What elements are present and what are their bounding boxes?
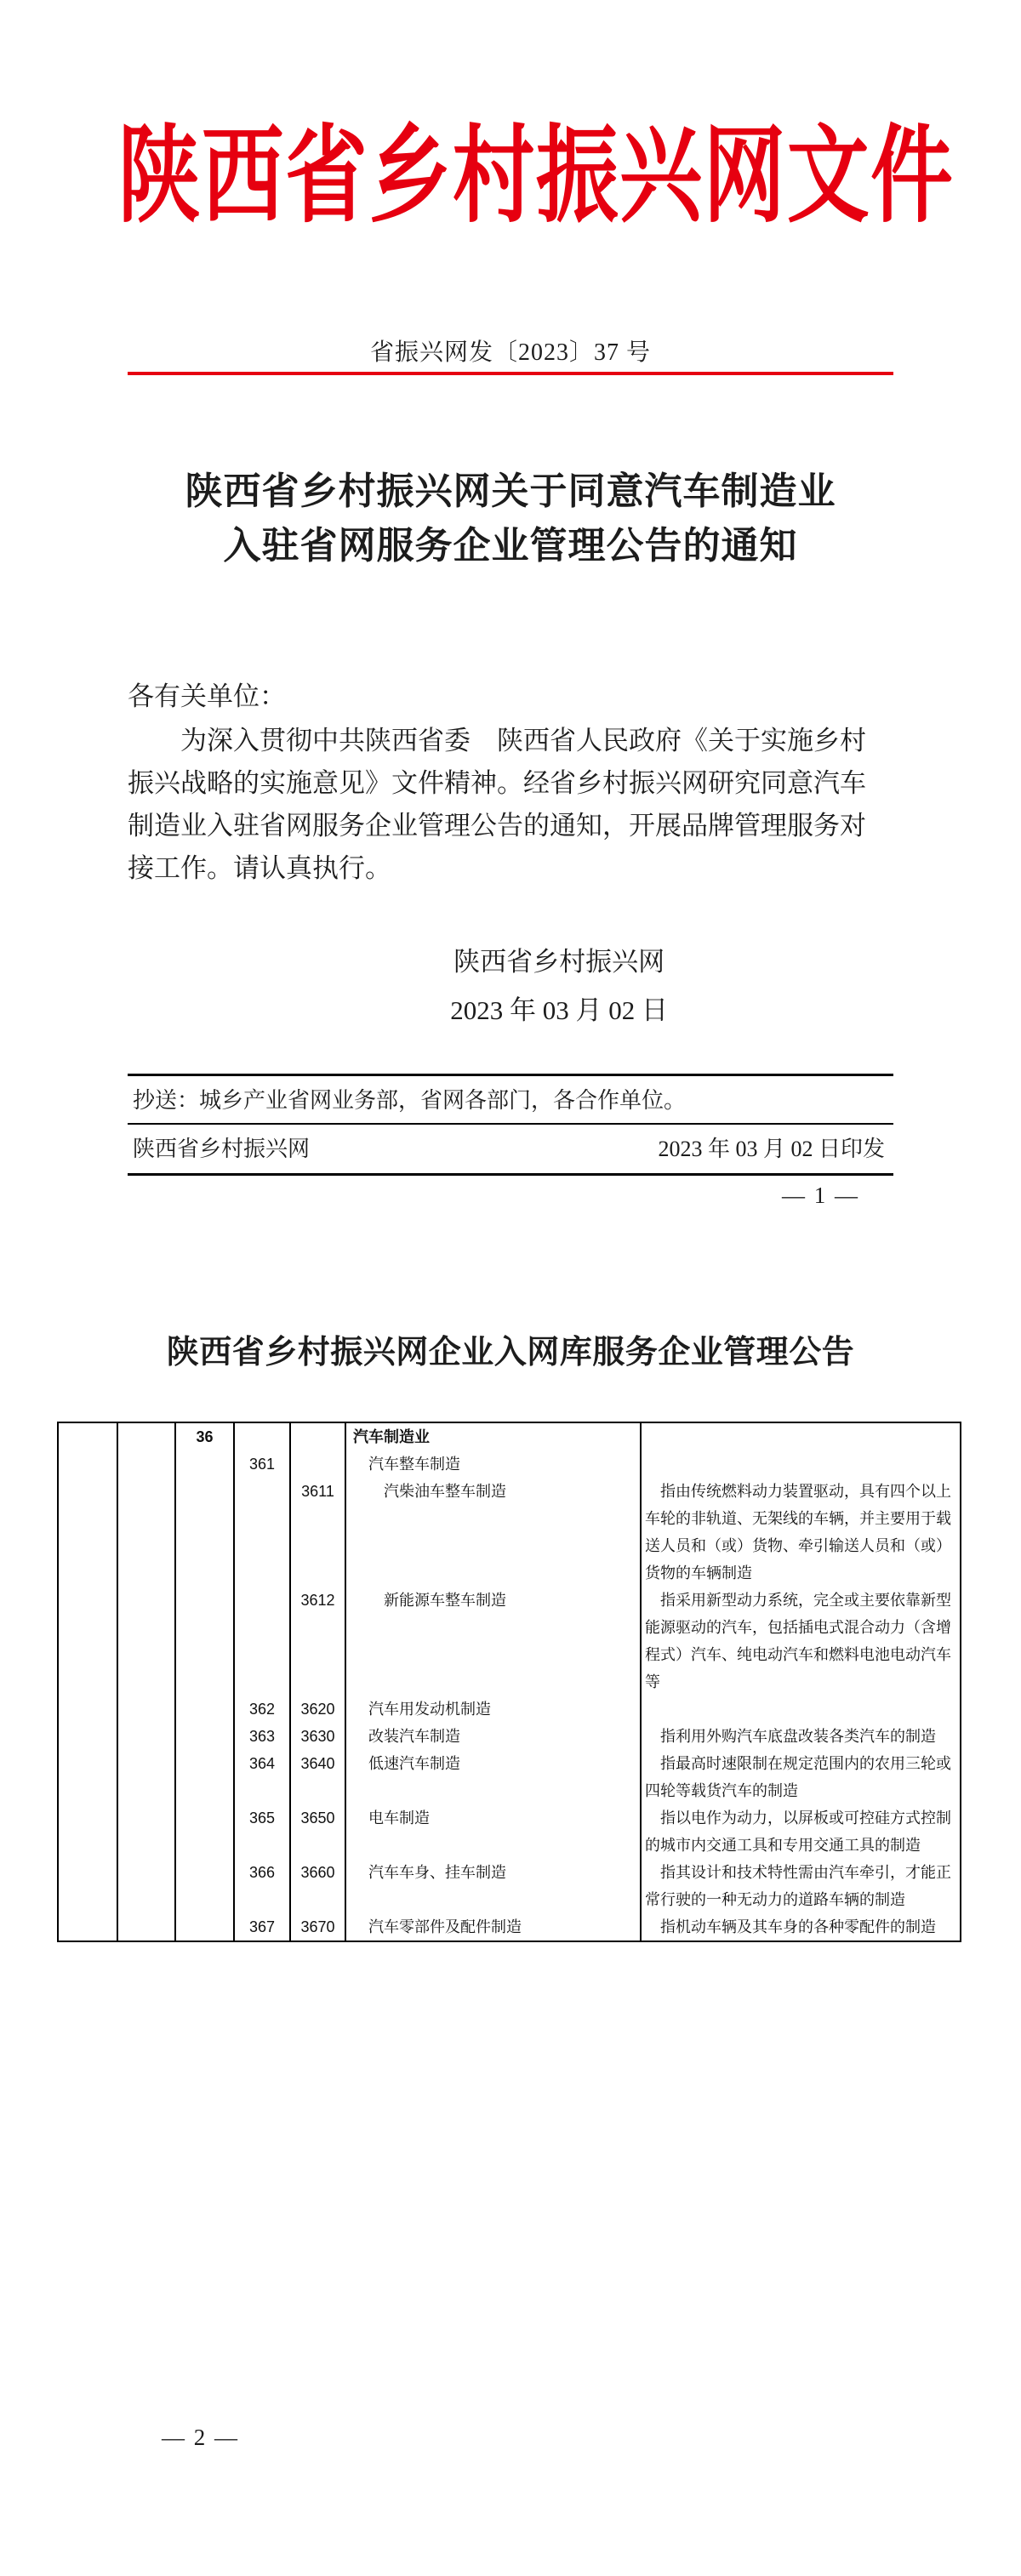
table-cell: [289, 1423, 345, 1450]
table-row: [59, 1750, 960, 1777]
table-row: [59, 1668, 960, 1695]
body-line: 为深入贯彻中共陕西省委 陕西省人民政府《关于实施乡村: [180, 726, 866, 755]
table-cell: 汽车车身、挂车制造: [345, 1859, 640, 1886]
document-title-line2: 入驻省网服务企业管理公告的通知: [223, 525, 798, 567]
table-row: [59, 1723, 960, 1750]
table-cell: [174, 1532, 233, 1559]
table-cell: [117, 1587, 174, 1614]
table-cell: [233, 1559, 289, 1587]
issuer-row: [128, 1125, 893, 1176]
table-cell: 指由传统燃料动力装置驱动，具有四个以上: [640, 1478, 960, 1505]
table-row: [59, 1777, 960, 1804]
table-cell: [59, 1641, 117, 1668]
table-cell: 3612: [289, 1587, 345, 1614]
table-cell: 36: [174, 1423, 233, 1450]
table-cell: 3650: [289, 1804, 345, 1832]
table-row: [59, 1478, 960, 1505]
table-cell: [117, 1614, 174, 1641]
signature-date: 2023 年 03 月 02 日: [450, 995, 668, 1025]
table-cell: 362: [233, 1695, 289, 1723]
table-cell: [289, 1832, 345, 1859]
table-cell: [117, 1804, 174, 1832]
table-cell: [174, 1641, 233, 1668]
table-cell: [233, 1832, 289, 1859]
cc-footer-block: [128, 1074, 893, 1176]
page-number-1: — 1 —: [782, 1183, 859, 1208]
table-cell: 汽车制造业: [345, 1423, 640, 1450]
table-cell: [233, 1668, 289, 1695]
announcement-title: 陕西省乡村振兴网企业入网库服务企业管理公告: [166, 1335, 855, 1371]
table-cell: [117, 1723, 174, 1750]
table-cell: [345, 1532, 640, 1559]
table-cell: [289, 1777, 345, 1804]
table-cell: [174, 1886, 233, 1913]
table-cell: 常行驶的一种无动力的道路车辆的制造: [640, 1886, 960, 1913]
table-cell: [289, 1886, 345, 1913]
table-cell: 程式）汽车、纯电动汽车和燃料电池电动汽车: [640, 1641, 960, 1668]
table-cell: [174, 1913, 233, 1941]
table-cell: 361: [233, 1450, 289, 1478]
table-cell: 新能源车整车制造: [345, 1587, 640, 1614]
signature-inner: [450, 938, 668, 1034]
table-cell: 指利用外购汽车底盘改装各类汽车的制造: [640, 1723, 960, 1750]
table-cell: 货物的车辆制造: [640, 1559, 960, 1587]
table-cell: 3620: [289, 1695, 345, 1723]
table-cell: 汽车整车制造: [345, 1450, 640, 1478]
body-paragraph: [128, 720, 898, 890]
table-cell: 365: [233, 1804, 289, 1832]
table-cell: [233, 1777, 289, 1804]
table-cell: [289, 1559, 345, 1587]
table-cell: [345, 1641, 640, 1668]
table-cell: [640, 1695, 960, 1723]
table-cell: [233, 1478, 289, 1505]
table-cell: [59, 1478, 117, 1505]
table-row: [59, 1423, 960, 1450]
table-cell: [59, 1695, 117, 1723]
table-cell: 能源驱动的汽车，包括插电式混合动力（含增: [640, 1614, 960, 1641]
table-cell: [59, 1777, 117, 1804]
table-cell: [345, 1505, 640, 1532]
table-cell: 的城市内交通工具和专用交通工具的制造: [640, 1832, 960, 1859]
table-cell: 367: [233, 1913, 289, 1941]
table-cell: [59, 1832, 117, 1859]
table-cell: [289, 1641, 345, 1668]
table-cell: [117, 1478, 174, 1505]
table-cell: [289, 1532, 345, 1559]
table-cell: [59, 1614, 117, 1641]
table-cell: 366: [233, 1859, 289, 1886]
table-cell: [345, 1886, 640, 1913]
table-row: [59, 1804, 960, 1832]
red-divider-rule: [128, 372, 893, 375]
table-cell: [59, 1804, 117, 1832]
letterhead-text: 陕西省乡村振兴网文件: [117, 118, 955, 235]
table-cell: [59, 1532, 117, 1559]
table-row: [59, 1913, 960, 1941]
table-cell: [289, 1614, 345, 1641]
body-line: 制造业入驻省网服务企业管理公告的通知，开展品牌管理服务对: [128, 811, 866, 841]
table-cell: [117, 1886, 174, 1913]
table-cell: [59, 1668, 117, 1695]
table-cell: [345, 1614, 640, 1641]
table-cell: [233, 1532, 289, 1559]
table-cell: [59, 1450, 117, 1478]
table-row: [59, 1614, 960, 1641]
table-cell: [59, 1559, 117, 1587]
table-cell: 车轮的非轨道、无架线的车辆，并主要用于载: [640, 1505, 960, 1532]
table-cell: [117, 1832, 174, 1859]
signature-block: [128, 938, 893, 1034]
classification-table: [57, 1422, 961, 1942]
table-cell: [174, 1859, 233, 1886]
table-cell: [59, 1723, 117, 1750]
document-title-line1: 陕西省乡村振兴网关于同意汽车制造业: [185, 470, 836, 512]
table-cell: 3630: [289, 1723, 345, 1750]
table-row: [59, 1532, 960, 1559]
table-cell: [117, 1423, 174, 1450]
table-cell: [59, 1505, 117, 1532]
table-cell: [117, 1695, 174, 1723]
table-cell: [174, 1750, 233, 1777]
table-cell: [59, 1750, 117, 1777]
body-line: 接工作。请认真执行。: [128, 853, 391, 883]
table-cell: [233, 1641, 289, 1668]
table-cell: [640, 1423, 960, 1450]
table-cell: [174, 1450, 233, 1478]
table-cell: 指采用新型动力系统，完全或主要依靠新型: [640, 1587, 960, 1614]
table-cell: [640, 1450, 960, 1478]
table-row: [59, 1886, 960, 1913]
table-row: [59, 1559, 960, 1587]
table-cell: 四轮等载货汽车的制造: [640, 1777, 960, 1804]
table-cell: [59, 1587, 117, 1614]
table-row: [59, 1695, 960, 1723]
table-cell: [345, 1559, 640, 1587]
table-cell: 3611: [289, 1478, 345, 1505]
table-cell: 363: [233, 1723, 289, 1750]
table-cell: [59, 1913, 117, 1941]
table-cell: 汽柴油车整车制造: [345, 1478, 640, 1505]
table-cell: [117, 1532, 174, 1559]
table-cell: 送人员和（或）货物、牵引输送人员和（或）: [640, 1532, 960, 1559]
table-cell: [174, 1668, 233, 1695]
salutation: 各有关单位：: [128, 681, 286, 711]
issuer-name: 陕西省乡村振兴网: [133, 1137, 311, 1161]
table-row: [59, 1641, 960, 1668]
table-cell: 3670: [289, 1913, 345, 1941]
table-cell: [289, 1668, 345, 1695]
table-cell: 等: [640, 1668, 960, 1695]
table-cell: 3660: [289, 1859, 345, 1886]
letterhead-banner: [0, 117, 1021, 237]
table-cell: [117, 1559, 174, 1587]
table-cell: [59, 1886, 117, 1913]
table-cell: [117, 1505, 174, 1532]
body-line: 振兴战略的实施意见》文件精神。经省乡村振兴网研究同意汽车: [128, 768, 866, 798]
table-cell: [174, 1614, 233, 1641]
table-cell: [59, 1423, 117, 1450]
table-cell: [174, 1587, 233, 1614]
cc-line: 抄送：城乡产业省网业务部，省网各部门，各合作单位。: [128, 1074, 893, 1125]
table-row: [59, 1450, 960, 1478]
table-cell: [289, 1450, 345, 1478]
table-cell: [117, 1913, 174, 1941]
table-cell: [289, 1505, 345, 1532]
table-cell: [117, 1450, 174, 1478]
table-cell: [174, 1832, 233, 1859]
page-number-2: — 2 —: [162, 2425, 239, 2450]
table-cell: [345, 1832, 640, 1859]
table-cell: 指机动车辆及其车身的各种零配件的制造: [640, 1913, 960, 1941]
table-cell: 指其设计和技术特性需由汽车牵引，才能正: [640, 1859, 960, 1886]
table-cell: 汽车零部件及配件制造: [345, 1913, 640, 1941]
print-date: 2023 年 03 月 02 日印发: [658, 1137, 885, 1161]
table-row: [59, 1859, 960, 1886]
table-cell: [59, 1859, 117, 1886]
table-cell: 指以电作为动力，以屏板或可控硅方式控制: [640, 1804, 960, 1832]
table-cell: 电车制造: [345, 1804, 640, 1832]
table-cell: [117, 1668, 174, 1695]
table-cell: [233, 1886, 289, 1913]
table-cell: [345, 1777, 640, 1804]
table-cell: [174, 1777, 233, 1804]
table-cell: [174, 1723, 233, 1750]
table-cell: [117, 1777, 174, 1804]
table-cell: [233, 1423, 289, 1450]
table-cell: [174, 1559, 233, 1587]
table-cell: [174, 1695, 233, 1723]
document-title: [0, 464, 1021, 573]
table-row: [59, 1832, 960, 1859]
signer-name: 陕西省乡村振兴网: [453, 947, 665, 977]
table-row: [59, 1505, 960, 1532]
table-cell: [233, 1505, 289, 1532]
table-cell: [117, 1641, 174, 1668]
table-cell: 指最高时速限制在规定范围内的农用三轮或: [640, 1750, 960, 1777]
document-number: 省振兴网发〔2023〕37 号: [369, 339, 651, 366]
table-row: [59, 1587, 960, 1614]
table-cell: 3640: [289, 1750, 345, 1777]
table-cell: [117, 1859, 174, 1886]
table-cell: [174, 1505, 233, 1532]
table-cell: 低速汽车制造: [345, 1750, 640, 1777]
table-cell: 汽车用发动机制造: [345, 1695, 640, 1723]
table-cell: 364: [233, 1750, 289, 1777]
table-cell: [174, 1804, 233, 1832]
table-cell: [233, 1587, 289, 1614]
table-cell: [117, 1750, 174, 1777]
table-cell: 改装汽车制造: [345, 1723, 640, 1750]
table-cell: [233, 1614, 289, 1641]
table-cell: [345, 1668, 640, 1695]
table-cell: [174, 1478, 233, 1505]
